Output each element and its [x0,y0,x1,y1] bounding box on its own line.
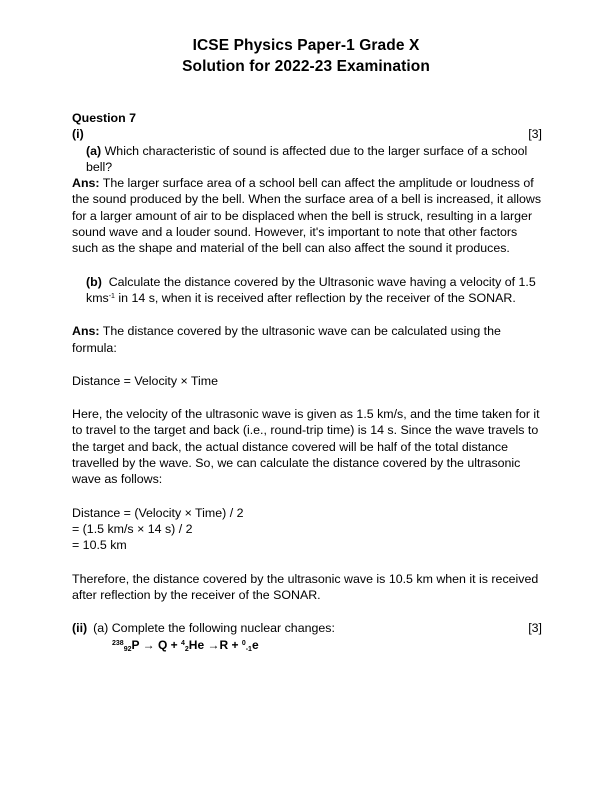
page-subtitle: Solution for 2022-23 Examination [182,58,430,75]
question-b-text-2: in 14 s, when it is received after reflection by the receiver of the SONAR. [114,290,516,305]
he-mass-number: 4 [180,640,185,648]
he-atomic-number: 2 [184,646,189,654]
nuclear-equation [112,637,542,653]
question-b-text-1: Calculate the distance covered by the Ultrasonic wave having a velocity of 1.5 kms [86,274,536,305]
part-ii-marks: [3] [528,621,542,636]
arrow-1: → Q + [139,638,181,653]
question-title: Question 7 [72,111,137,125]
explanation: Here, the velocity of the ultrasonic wave is given as 1.5 km/s, and the time taken for it to travel to the target and back (i.e., round-trip time) is 14 s. Since the wave travels to the target and back, the actual distance covered will be half of the total distance travelled by the wave. So, we can calculate the distance covered by the ultrasonic wave as follows: [72,407,540,487]
calc-line-3: = 10.5 km [72,538,127,553]
formula: Distance = Velocity × Time [72,373,219,388]
e-atomic-number: -1 [245,646,252,654]
question-b-sup: -1 [108,292,115,300]
question-b-label: (b) [86,274,102,289]
part-ii-header [72,620,542,636]
answer-a-text: The larger surface area of a school bell can affect the amplitude or loudness of the sound produced by the bell. When the surface area of a bell is increased, it allows for a larger amount of air to be displaced when the bell is struck, resulting in a larger sound wave and a louder sound. However, it's important to note that other factors such as the shape and material of the bell can also affect the sound it produces. [72,176,542,256]
p-mass-number: 238 [112,640,124,648]
question-content [72,110,542,654]
part-i-label: (i) [72,127,84,142]
question-a [72,143,542,176]
part-i-header [72,126,542,142]
he-symbol: He [188,638,205,653]
answer-b [72,323,542,356]
part-ii-label: (ii) [72,621,88,636]
answer-a [72,175,542,256]
question-a-label: (a) [86,143,102,158]
calc-line-1: Distance = (Velocity × Time) / 2 [72,505,244,520]
question-b [72,274,542,307]
arrow-2: →R + [204,638,242,653]
answer-b-text: The distance covered by the ultrasonic wave can be calculated using the formula: [72,324,501,355]
answer-b-label: Ans: [72,324,100,339]
part-i-marks: [3] [528,127,542,142]
question-a-text: Which characteristic of sound is affected due to the larger surface of a school bell? [86,143,528,174]
p-symbol: P [131,638,140,653]
calc-line-2: = (1.5 km/s × 14 s) / 2 [72,521,193,536]
conclusion: Therefore, the distance covered by the ultrasonic wave is 10.5 km when it is received after reflection by the receiver of the SONAR. [72,571,539,602]
answer-a-label: Ans: [72,176,100,191]
page-title: ICSE Physics Paper-1 Grade X [192,37,420,54]
p-atomic-number: 92 [123,646,132,654]
e-mass-number: 0 [241,640,246,648]
part-ii-text: (a) Complete the following nuclear changes: [93,621,335,636]
e-symbol: e [251,638,259,653]
